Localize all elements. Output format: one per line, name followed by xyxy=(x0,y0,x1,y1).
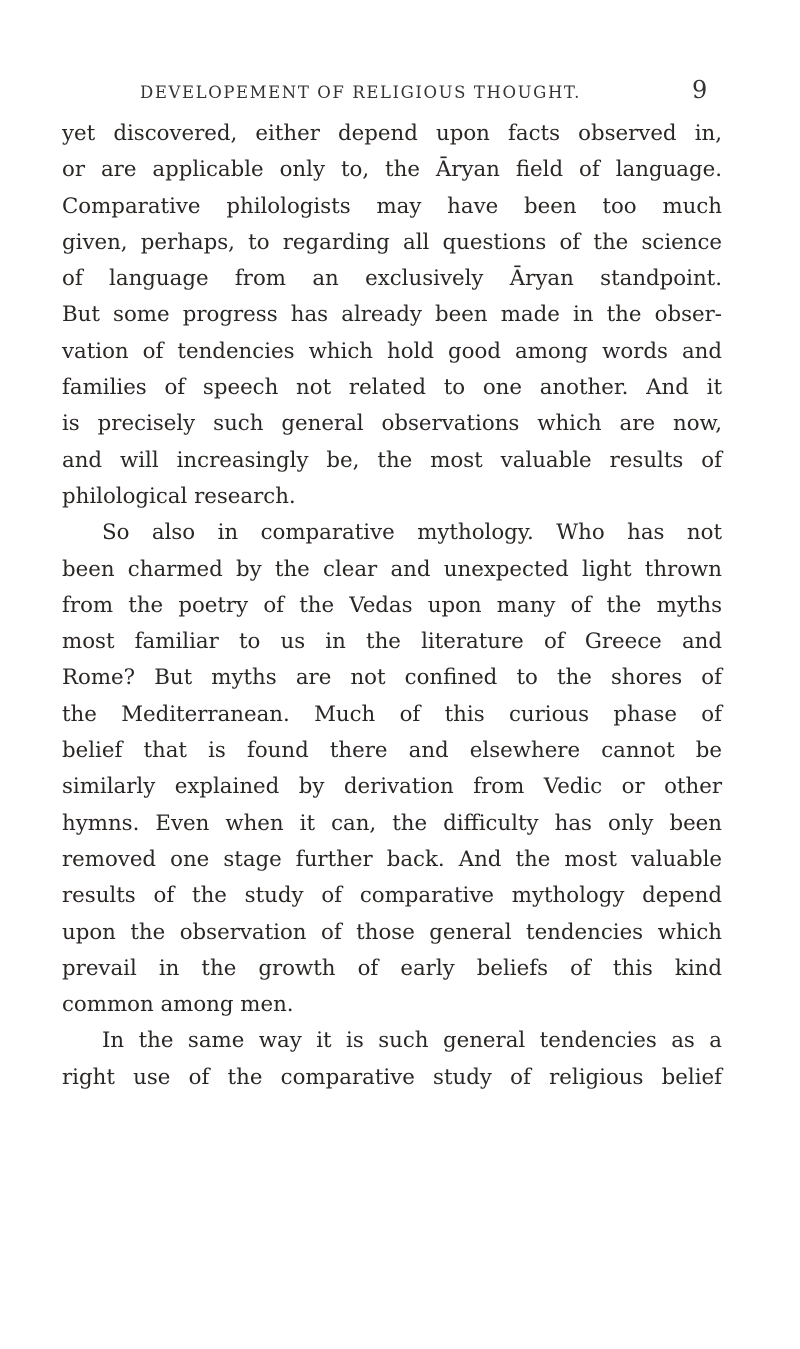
text-line: families of speech not related to one another. And it xyxy=(62,375,722,401)
text-line: results of the study of comparative mythology depend xyxy=(62,883,722,909)
text-line: from the poetry of the Vedas upon many of the myths xyxy=(62,592,722,618)
text-line: yet discovered, either depend upon facts observed in, xyxy=(62,121,722,146)
text-line: So also in comparative mythology. Who has not xyxy=(102,520,722,546)
text-line: prevail in the growth of early beliefs of this kind xyxy=(62,955,722,981)
text-line: been charmed by the clear and unexpected light thrown xyxy=(62,556,722,582)
text-line: is precisely such general observations which are now, xyxy=(62,411,722,437)
text-line: In the same way it is such general tendencies as a xyxy=(102,1028,722,1054)
text-line: right use of the comparative study of religious belief xyxy=(62,1064,722,1090)
text-line: But some progress has already been made in the obser- xyxy=(62,302,722,328)
text-line: belief that is found there and elsewhere cannot be xyxy=(62,738,722,764)
running-head: DEVELOPEMENT OF RELIGIOUS THOUGHT. xyxy=(140,83,581,102)
text-line: philological research. xyxy=(62,483,296,509)
text-line: removed one stage further back. And the most valuable xyxy=(62,846,722,872)
text-line: given, perhaps, to regarding all questions of the science xyxy=(62,229,722,255)
text-line: the Mediterranean. Much of this curious phase of xyxy=(62,701,722,727)
text-line: common among men. xyxy=(62,992,294,1018)
text-line: most familiar to us in the literature of Greece and xyxy=(62,629,722,655)
text-line: Comparative philologists may have been too much xyxy=(62,193,722,219)
text-line: vation of tendencies which hold good among words and xyxy=(62,338,722,364)
text-line: hymns. Even when it can, the difficulty has only been xyxy=(62,810,722,836)
text-line: similarly explained by derivation from Vedic or other xyxy=(62,774,722,800)
text-line: upon the observation of those general tendencies which xyxy=(62,919,722,945)
text-line: of language from an exclusively Āryan standpoint. xyxy=(62,266,722,292)
page-number: 9 xyxy=(692,76,708,104)
body-text xyxy=(62,116,722,1096)
text-line: Rome? But myths are not confined to the shores of xyxy=(62,665,722,691)
text-line: and will increasingly be, the most valuable results of xyxy=(62,447,722,473)
text-line: or are applicable only to, the Āryan field of language. xyxy=(62,157,722,183)
